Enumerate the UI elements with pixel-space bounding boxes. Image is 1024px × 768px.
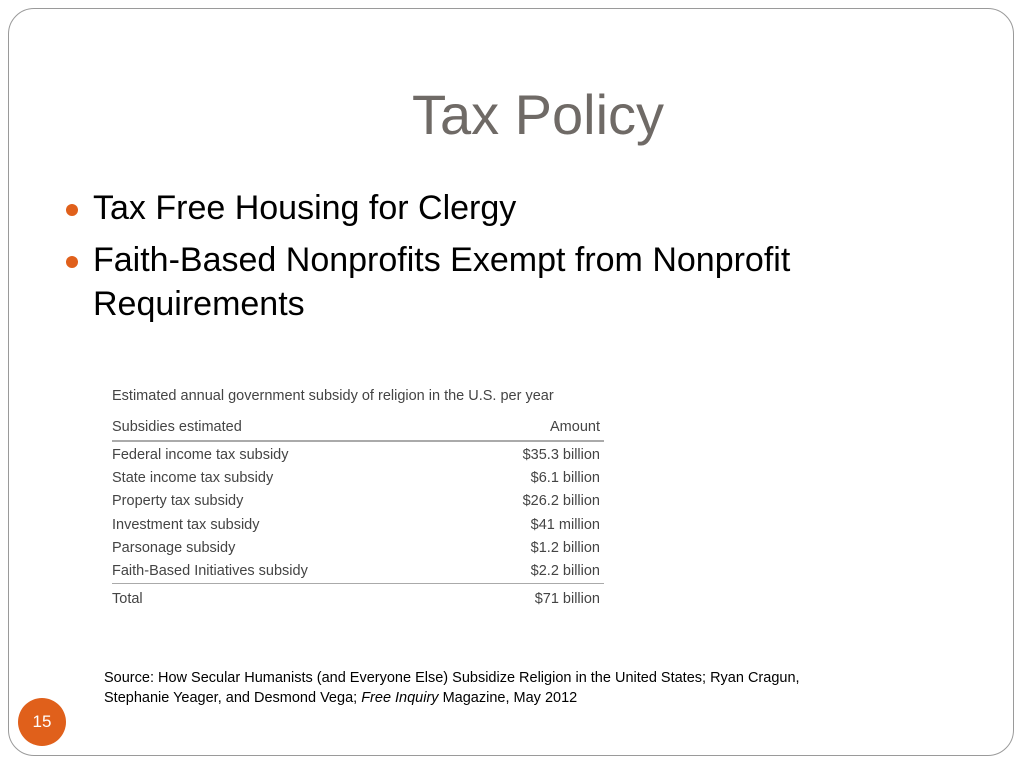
bullet-dot-icon [66,204,78,216]
row-label: Investment tax subsidy [112,516,260,533]
total-label: Total [112,584,460,615]
table-row [112,490,604,513]
table-row [112,441,604,467]
slide-title: Tax Policy [411,83,665,146]
row-amount: $41 million [530,516,600,533]
row-amount: $35.3 billion [522,447,600,464]
table-total-row [112,584,604,615]
header-subsidies: Subsidies estimated [112,414,460,441]
source-prefix: Source: How Secular Humanists (and Everyone Else) Subsidize Religion in the United States; Ryan Cragun, Stephanie Yeager, and Desmond Vega; [104,670,800,706]
table-row [112,560,604,584]
row-label: Parsonage subsidy [112,539,236,556]
table-caption: Estimated annual government subsidy of religion in the U.S. per year [112,388,554,404]
row-amount: $6.1 billion [530,470,600,487]
bullet-text: Faith-Based Nonprofits Exempt from Nonprofit Requirements [93,241,791,323]
bullet-text: Tax Free Housing for Clergy [93,189,517,227]
source-citation [104,668,804,708]
table-row [112,514,604,537]
row-label: State income tax subsidy [112,470,274,487]
table-row [112,537,604,560]
row-label: Federal income tax subsidy [112,447,289,464]
row-label: Property tax subsidy [112,493,244,510]
header-amount: Amount [460,414,604,441]
row-label: Faith-Based Initiatives subsidy [112,563,308,580]
subsidy-table-figure [112,384,604,614]
subsidy-table [112,414,604,614]
bullet-item [66,238,946,326]
source-magazine: Free Inquiry [361,690,439,706]
row-amount: $2.2 billion [530,563,600,580]
page-number-badge: 15 [18,698,66,746]
total-amount: $71 billion [460,584,604,615]
row-amount: $26.2 billion [522,493,600,510]
table-header-row [112,414,604,441]
row-amount: $1.2 billion [530,539,600,556]
bullet-dot-icon [66,256,78,268]
bullet-list [66,186,946,334]
bullet-item [66,186,946,230]
source-suffix: Magazine, May 2012 [438,690,578,706]
table-row [112,467,604,490]
